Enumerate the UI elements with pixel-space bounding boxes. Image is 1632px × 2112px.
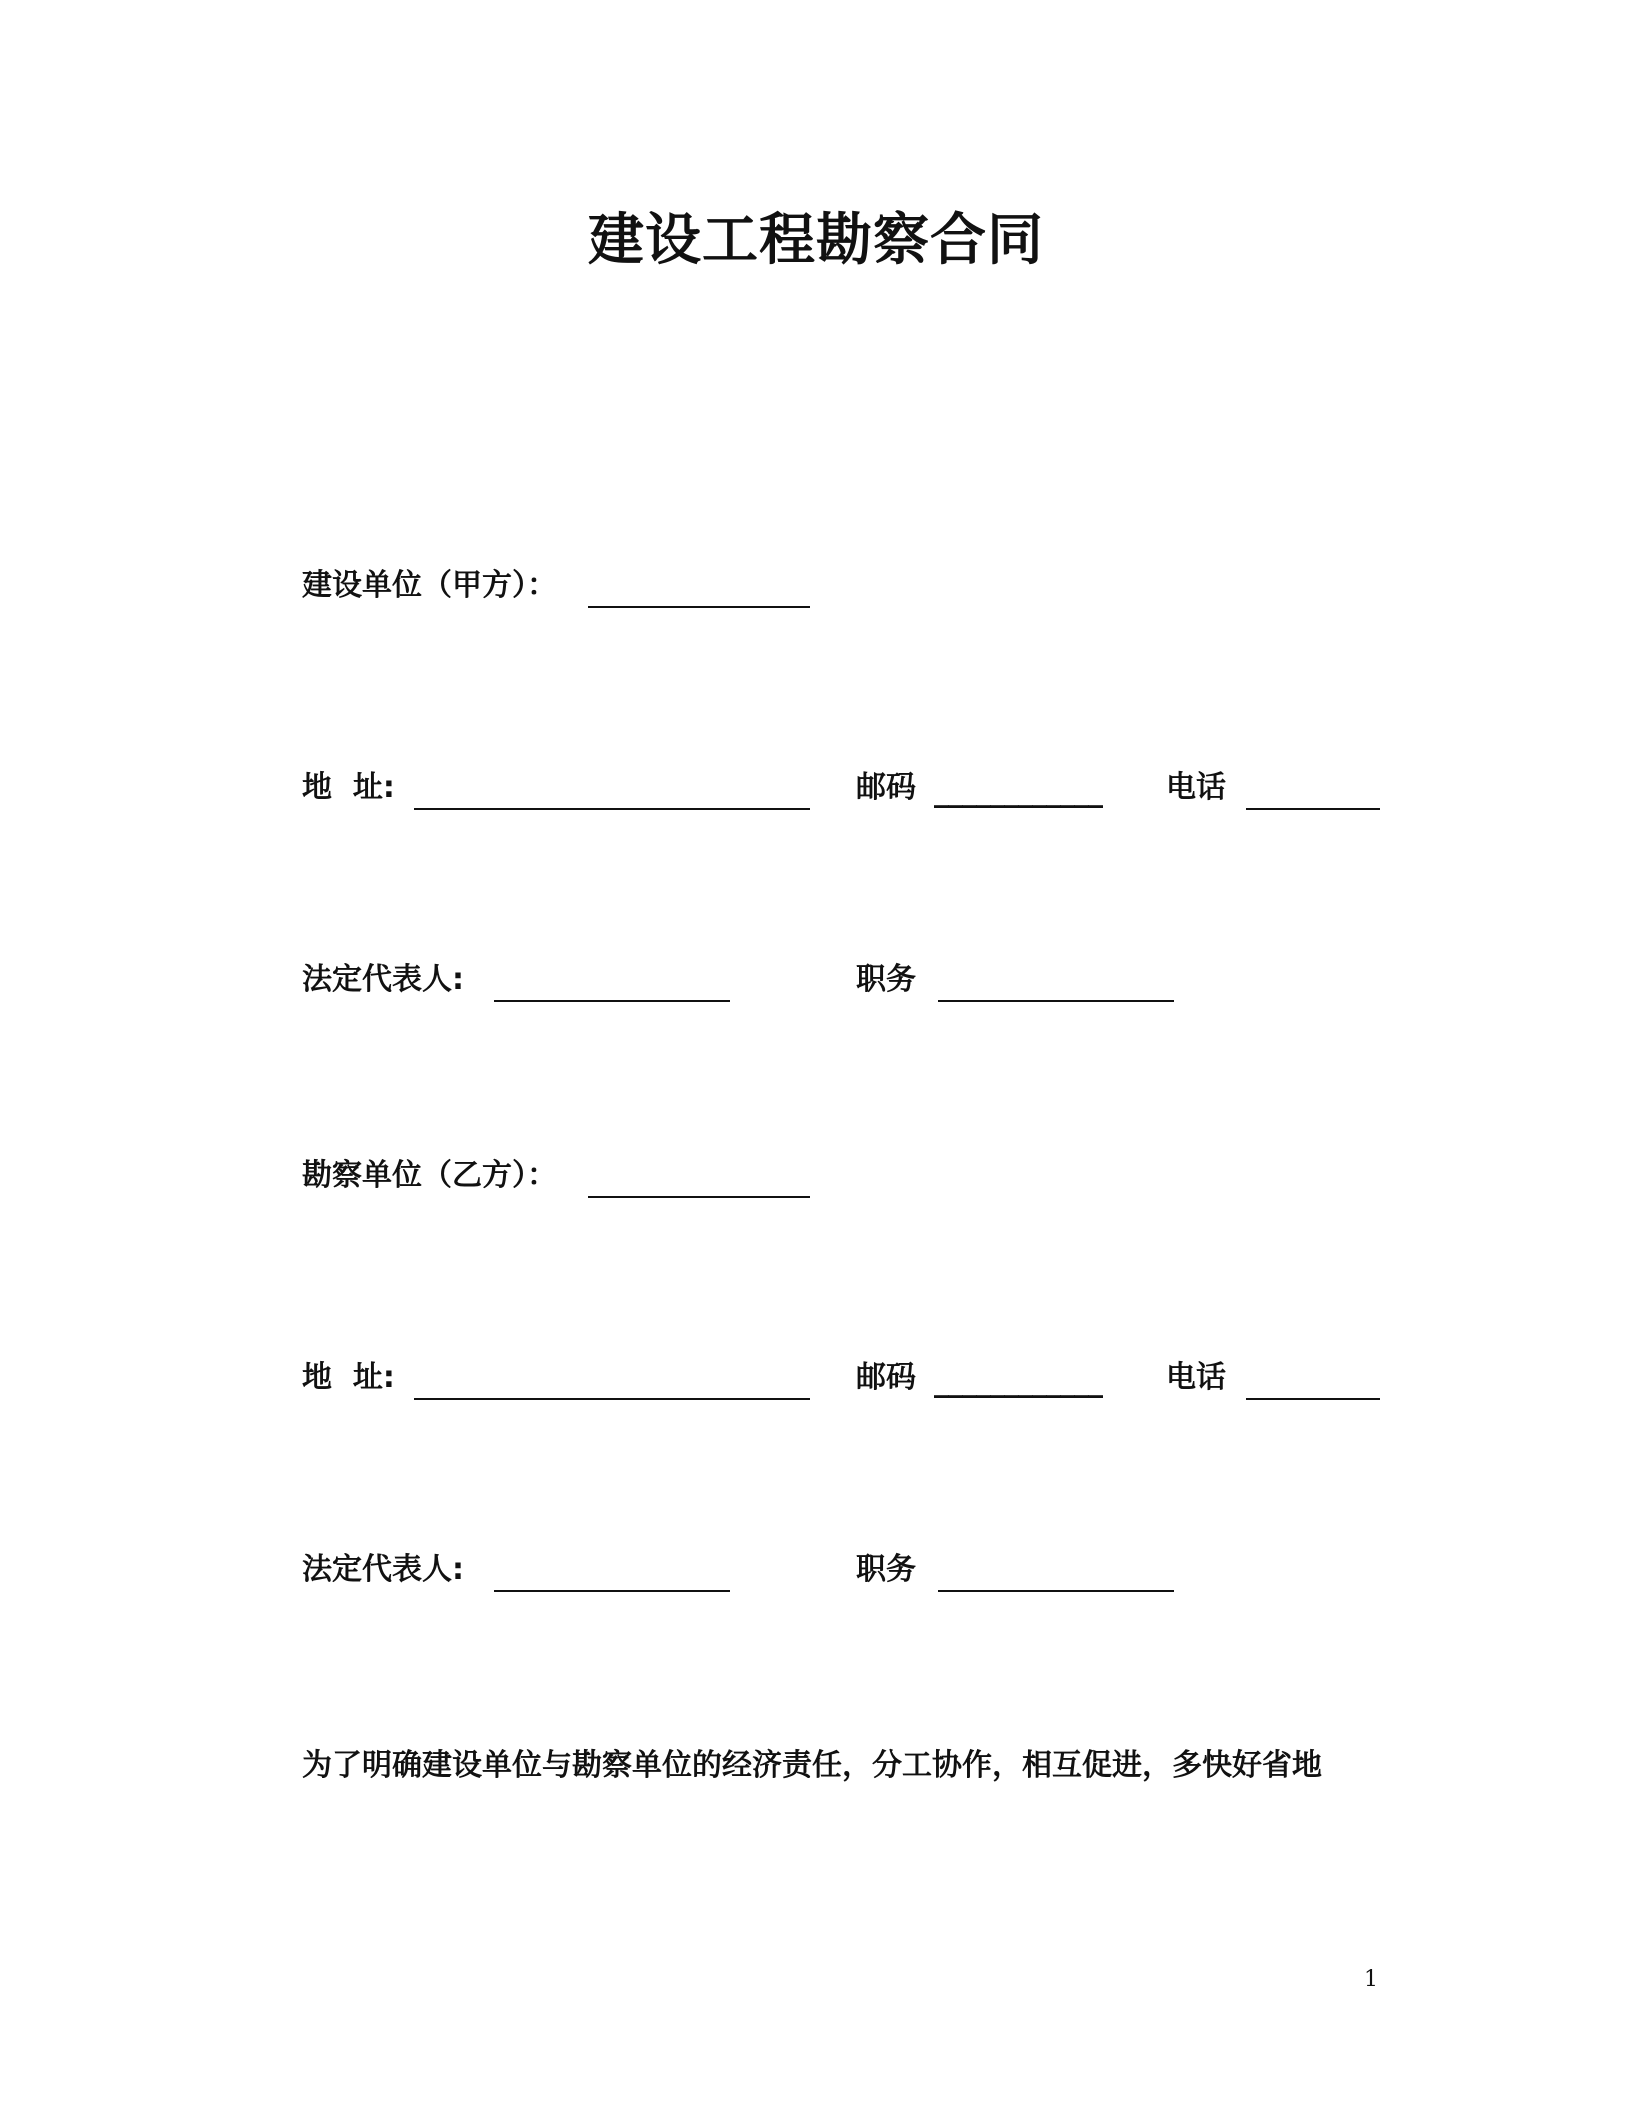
party-a-postcode-field[interactable]: ____________ (934, 774, 1102, 809)
party-b-legal-rep-field[interactable] (494, 1590, 730, 1592)
party-b-legal-rep-label: 法定代表人: (302, 1552, 464, 1587)
party-b-unit-field[interactable] (588, 1196, 810, 1198)
party-b-phone-label: 电话 (1166, 1360, 1226, 1395)
party-b-address-field[interactable] (414, 1398, 810, 1400)
party-b-phone-field[interactable] (1246, 1398, 1380, 1400)
party-a-address-label: 地 址: (302, 770, 395, 805)
party-b-postcode-label: 邮码 (856, 1360, 916, 1395)
party-a-phone-field[interactable] (1246, 808, 1380, 810)
party-a-postcode-label: 邮码 (856, 770, 916, 805)
party-a-unit-field[interactable] (588, 606, 810, 608)
page-number: 1 (1364, 1967, 1378, 1992)
party-a-unit-label: 建设单位（甲方）： (302, 568, 557, 603)
party-b-unit-label: 勘察单位（乙方）： (302, 1158, 557, 1193)
document-title: 建设工程勘察合同 (588, 208, 1044, 273)
contract-preamble: 为了明确建设单位与勘察单位的经济责任，分工协作，相互促进，多快好省地 (302, 1748, 1322, 1783)
party-a-legal-rep-label: 法定代表人: (302, 962, 464, 997)
party-a-legal-rep-field[interactable] (494, 1000, 730, 1002)
party-b-position-label: 职务 (856, 1552, 916, 1587)
party-b-address-label: 地 址: (302, 1360, 395, 1395)
party-b-postcode-field[interactable]: ____________ (934, 1364, 1102, 1399)
party-a-position-label: 职务 (856, 962, 916, 997)
party-b-position-field[interactable] (938, 1590, 1174, 1592)
party-a-position-field[interactable] (938, 1000, 1174, 1002)
party-a-phone-label: 电话 (1166, 770, 1226, 805)
party-a-address-field[interactable] (414, 808, 810, 810)
